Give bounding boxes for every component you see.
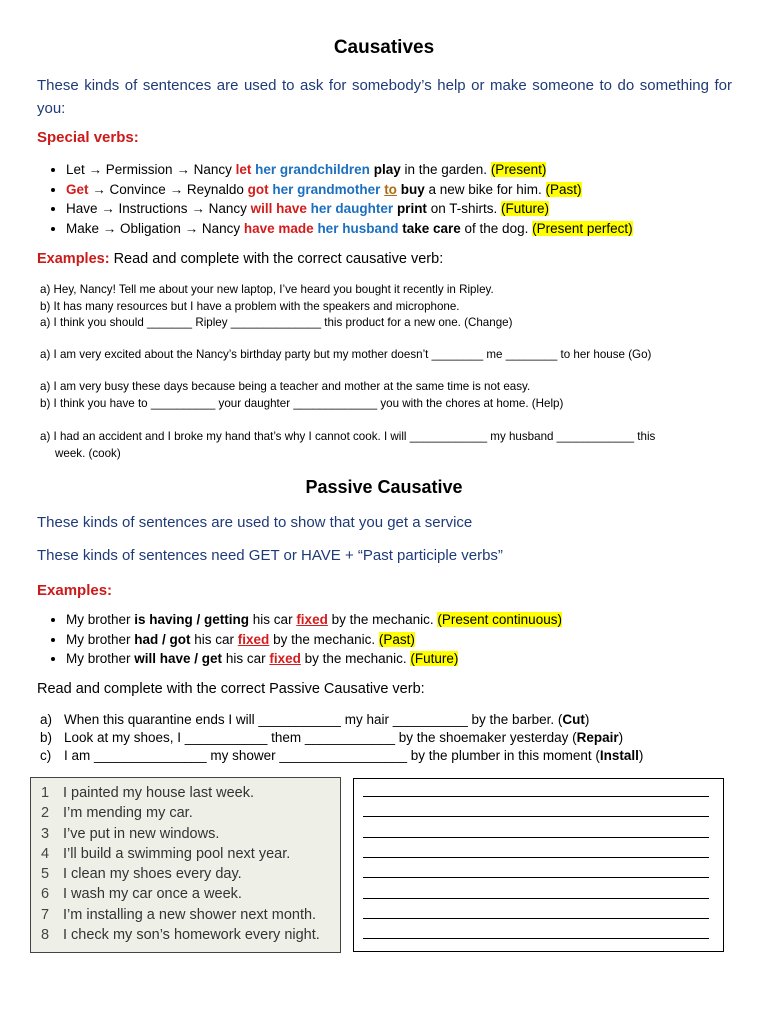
special-verb-let: • Let → Permission → Nancy let her grandchildren play in the garden. (Present) xyxy=(66,160,633,180)
tense-badge: (Past) xyxy=(545,181,582,197)
page-title: Causatives xyxy=(333,37,435,58)
special-verb-have: • Have → Instructions → Nancy will have her daughter print on T-shirts. (Future) xyxy=(66,199,633,219)
exercise-line: a) I am very excited about the Nancy’s birthday party but my mother doesn’t ________ me ________ to her house (Go) xyxy=(40,348,652,361)
passive-example: • My brother is having / getting his car fixed by the mechanic. (Present continuous) xyxy=(66,610,562,630)
list-item: 6 I wash my car once a week. xyxy=(41,886,242,903)
passive-title: Passive Causative xyxy=(305,477,463,497)
list-item: 4 I’ll build a swimming pool next year. xyxy=(41,845,291,862)
exercise-line: a) Hey, Nancy! Tell me about your new laptop, I’ve heard you bought it recently in Ripley. xyxy=(40,283,494,296)
passive-examples-heading: Examples: xyxy=(37,582,113,599)
list-item: 2 I’m mending my car. xyxy=(41,805,193,822)
intro-text: These kinds of sentences are used to ask for somebody’s help or make someone to do something for you: xyxy=(37,77,732,117)
special-verb-make: • Make → Obligation → Nancy have made her husband take care of the dog. (Present perfect) xyxy=(66,219,633,239)
list-item: 8 I check my son’s homework every night. xyxy=(41,927,320,944)
exercise-block-2 xyxy=(40,347,740,364)
answer-line[interactable] xyxy=(363,857,709,858)
exercise-line: a) I am very busy these days because being a teacher and mother at the same time is not easy. xyxy=(40,380,531,393)
answer-line[interactable] xyxy=(363,796,709,797)
tense-badge: (Future) xyxy=(500,201,549,216)
tense-badge: (Present) xyxy=(490,162,547,177)
passive-examples-list xyxy=(36,610,562,669)
answer-line[interactable] xyxy=(363,938,709,939)
passive-exercise-a: a) When this quarantine ends I will ___________ my hair __________ by the barber. (Cut) xyxy=(40,712,590,727)
list-item: 7 I’m installing a new shower next month. xyxy=(41,906,317,923)
tense-badge: (Past) xyxy=(378,631,415,647)
passive-example: • My brother had / got his car fixed by the mechanic. (Past) xyxy=(66,630,562,650)
answer-line[interactable] xyxy=(363,837,709,838)
exercise-line: b) It has many resources but I have a problem with the speakers and microphone. xyxy=(40,299,460,313)
list-item: 5 I clean my shoes every day. xyxy=(41,866,242,883)
exercise-line: a) I had an accident and I broke my hand that’s why I cannot cook. I will ____________ my husband ____________ this xyxy=(40,430,656,443)
passive-desc-2: These kinds of sentences need GET or HAVE + “Past participle verbs” xyxy=(37,547,503,564)
examples-label: Examples: xyxy=(37,251,110,267)
exercise-line: a) I think you should _______ Ripley ______________ this product for a new one. (Change) xyxy=(40,316,513,329)
exercise-block-3 xyxy=(40,379,740,412)
answer-line[interactable] xyxy=(363,918,709,919)
special-verb-get: • Get → Convince → Reynaldo got her grandmother to buy a new bike for him. (Past) xyxy=(66,180,633,200)
answer-line[interactable] xyxy=(363,877,709,878)
exercise-line: b) I think you have to __________ your daughter _____________ you with the chores at home. (Help) xyxy=(40,396,564,410)
passive-exercise-c: c) I am _______________ my shower _________________ by the plumber in this moment (Install) xyxy=(40,748,644,763)
answer-line[interactable] xyxy=(363,898,709,899)
passive-example: • My brother will have / get his car fixed by the mechanic. (Future) xyxy=(66,649,562,669)
passive-exercise-b: b) Look at my shoes, I ___________ them ____________ by the shoemaker yesterday (Repair) xyxy=(40,730,624,745)
passive-exercises xyxy=(40,711,643,765)
passive-instruction: Read and complete with the correct Passive Causative verb: xyxy=(37,681,425,697)
exercise-line: week. (cook) xyxy=(55,446,121,460)
exercise-block-1 xyxy=(40,282,740,332)
list-item: 1 I painted my house last week. xyxy=(41,785,255,801)
special-verbs-heading: Special verbs: xyxy=(37,129,139,146)
examples-instruction: Examples: Read and complete with the correct causative verb: xyxy=(37,251,444,267)
special-verbs-list xyxy=(36,160,633,238)
answer-line[interactable] xyxy=(363,816,709,817)
tense-badge: (Future) xyxy=(410,651,459,666)
exercise-block-4 xyxy=(40,429,740,462)
list-item: 3 I’ve put in new windows. xyxy=(41,825,220,842)
tense-badge: (Present perfect) xyxy=(532,220,633,236)
transform-sentences-box xyxy=(30,777,341,953)
answer-lines-box xyxy=(353,778,724,952)
passive-desc-1: These kinds of sentences are used to show that you get a service xyxy=(37,514,473,531)
tense-badge: (Present continuous) xyxy=(437,612,562,627)
